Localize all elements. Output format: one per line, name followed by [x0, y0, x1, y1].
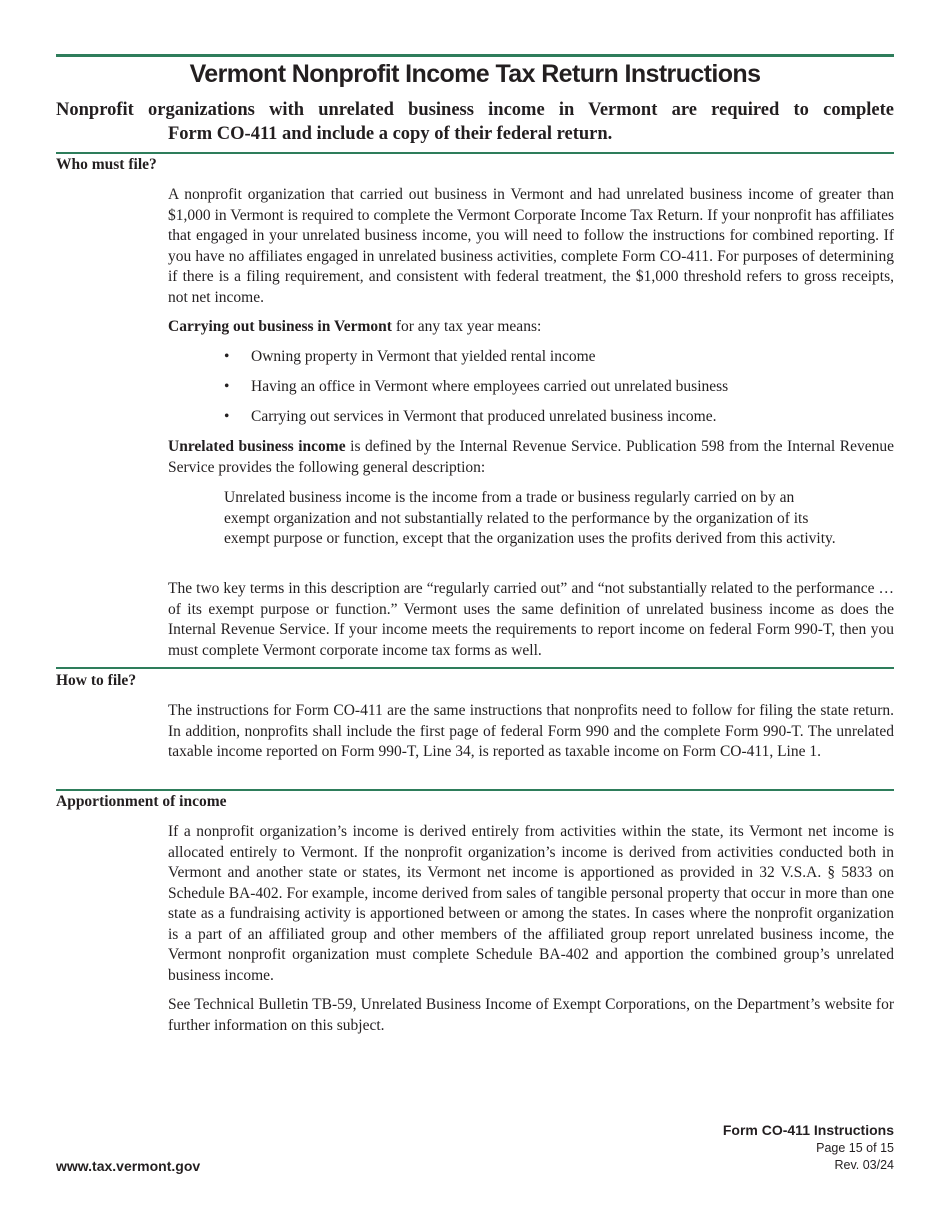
page-subtitle-line2: Form CO-411 and include a copy of their federal return. [168, 124, 613, 144]
section-divider [56, 152, 894, 154]
apportionment-paragraph-2: See Technical Bulletin TB-59, Unrelated Business Income of Exempt Corporations, on the Department’s website for further information on this subject. [168, 996, 894, 1034]
top-rule [56, 54, 894, 57]
who-paragraph-2-text: for any tax year means: [391, 318, 542, 335]
section-divider [56, 789, 894, 791]
footer-page-number: Page 15 of 15 [816, 1141, 894, 1155]
footer-website: www.tax.vermont.gov [56, 1158, 201, 1174]
section-divider [56, 667, 894, 669]
footer-revision: Rev. 03/24 [834, 1158, 894, 1172]
who-paragraph-1: A nonprofit organization that carried out business in Vermont and had unrelated business income of greater than $1,000 in Vermont is required to complete the Vermont Corporate Income Tax Return. If your nonprofit has affiliates that engaged in your unrelated business income, you will need to follow the instructions for combined reporting. If you have no affiliates engaged in unrelated business activities, complete Form CO-411. For purposes of determining if there is a filing requirement, and consistent with federal treatment, the $1,000 threshold refers to gross receipts, not net income. [168, 186, 894, 306]
footer-form-name: Form CO-411 Instructions [722, 1122, 894, 1138]
who-paragraph-2 [168, 317, 894, 338]
section-heading-how-to-file: How to file? [56, 672, 137, 689]
who-paragraph-4: The two key terms in this description are “regularly carried out” and “not substantially related to the performance … of its exempt purpose or function.” Vermont uses the same definition of unrelated business income as does the Internal Revenue Service. If your income meets the requirements to report income on federal Form 990-T, then you must complete Vermont corporate income tax forms as well. [168, 580, 894, 659]
who-term-unrelated-income: Unrelated business income [168, 438, 346, 455]
page-title: Vermont Nonprofit Income Tax Return Instructions [189, 60, 761, 88]
who-term-carrying-out: Carrying out business in Vermont [168, 318, 392, 335]
who-paragraph-3-text: is defined by the Internal Revenue Service. Publication 598 from the Internal Revenue Service provides the following general description: [168, 438, 894, 476]
irs-quote: Unrelated business income is the income from a trade or business regularly carried on by an exempt organization and not substantially related to the performance by the organization of its exempt purpose or function, except that the organization uses the profits derived from this activity. [224, 489, 836, 547]
section-heading-apportionment: Apportionment of income [56, 793, 227, 810]
page-subtitle-line1: Nonprofit organizations with unrelated business income in Vermont are required to complete [56, 100, 894, 120]
section-heading-who-must-file: Who must file? [56, 156, 157, 173]
bullet-text: Carrying out services in Vermont that produced unrelated business income. [251, 408, 717, 425]
bullet-marker: • [224, 378, 230, 395]
footer-form-info [723, 1121, 894, 1174]
bullet-marker: • [224, 408, 230, 425]
bullet-marker: • [224, 348, 230, 365]
bullet-text: Owning property in Vermont that yielded rental income [251, 348, 596, 365]
how-paragraph-1: The instructions for Form CO-411 are the same instructions that nonprofits need to follow for filing the state return. In addition, nonprofits shall include the first page of federal Form 990 and the complete Form 990-T. The unrelated taxable income reported on Form 990-T, Line 34, is reported as taxable income on Form CO-411, Line 1. [168, 702, 894, 760]
bullet-text: Having an office in Vermont where employees carried out unrelated business [251, 378, 729, 395]
apportionment-paragraph-1: If a nonprofit organization’s income is derived entirely from activities within the state, its Vermont net income is allocated entirely to Vermont. If the nonprofit organization’s income is derived from activities conducted both in Vermont and another state or states, its Vermont net income is apportioned as provided in 32 V.S.A. § 5833 on Schedule BA-402. For example, income derived from sales of tangible personal property that occur in more than one state as a fundraising activity is apportioned between or among the states. In cases where the nonprofit organization is a part of an affiliated group and other members of the affiliated group report unrelated business income, the Vermont nonprofit organization must complete Schedule BA-402 and apportion the combined group’s unrelated business income. [168, 823, 894, 984]
who-paragraph-3 [168, 437, 894, 478]
